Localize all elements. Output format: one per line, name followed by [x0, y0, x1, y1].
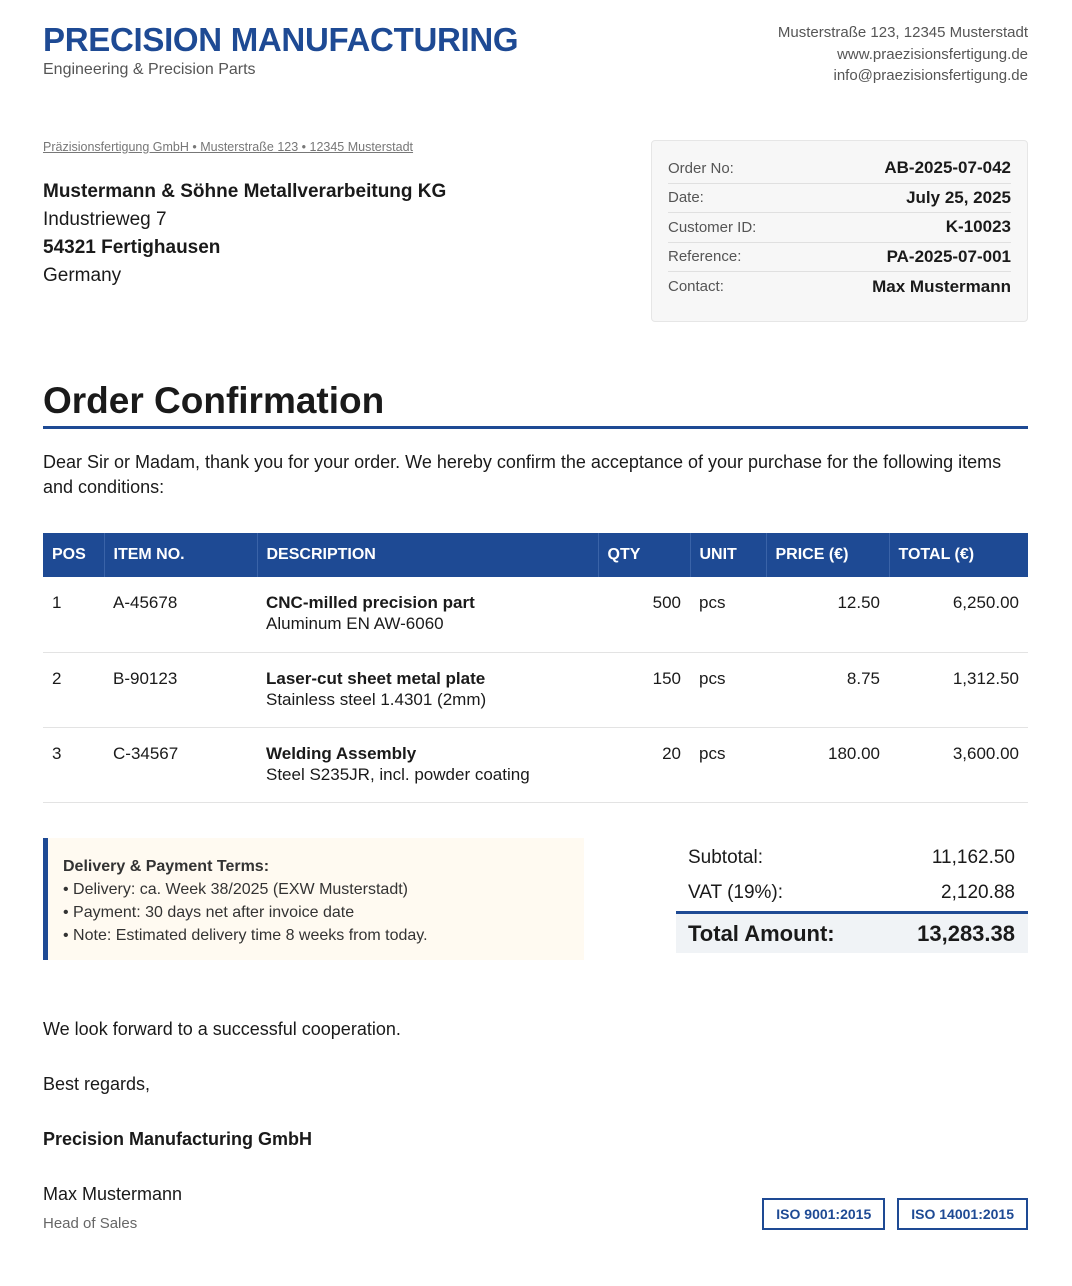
signer-role: Head of Sales — [43, 1215, 138, 1232]
cell-unit: pcs — [690, 727, 766, 802]
meta-row-order-no — [668, 154, 1011, 184]
item-title: Welding Assembly — [266, 743, 417, 763]
recipient-country: Germany — [43, 265, 122, 286]
cell-price: 12.50 — [766, 577, 889, 652]
meta-value: K-10023 — [945, 217, 1011, 237]
meta-row-contact — [668, 272, 1011, 302]
recipient-street: Industrieweg 7 — [43, 209, 167, 230]
company-name: PRECISION MANUFACTURING — [43, 21, 519, 58]
col-header-qty: QTY — [598, 533, 690, 577]
item-subtitle: Stainless steel 1.4301 (2mm) — [266, 689, 487, 709]
recipient-city: 54321 Fertighausen — [43, 237, 221, 258]
cell-description — [257, 727, 598, 802]
cell-price: 8.75 — [766, 652, 889, 727]
items-table — [43, 533, 1028, 803]
cell-description — [257, 652, 598, 727]
closing-line: We look forward to a successful cooperation. — [43, 1019, 401, 1039]
regards-line: Best regards, — [43, 1074, 151, 1094]
subtotal-label: Subtotal: — [688, 846, 763, 868]
terms-line: • Delivery: ca. Week 38/2025 (EXW Musterstadt) — [63, 881, 408, 898]
cell-item-no: A-45678 — [104, 577, 257, 652]
meta-row-reference — [668, 243, 1011, 273]
company-contact — [778, 22, 1028, 87]
col-header-total: TOTAL (€) — [898, 546, 975, 563]
col-header-unit: UNIT — [690, 533, 766, 577]
col-header-price: PRICE (€) — [766, 533, 889, 577]
company-address: Musterstraße 123, 12345 Musterstadt — [777, 24, 1028, 41]
table-row — [43, 727, 1028, 802]
meta-label: Contact: — [668, 278, 724, 296]
terms-line: • Note: Estimated delivery time 8 weeks from today. — [63, 927, 428, 944]
item-title: CNC-milled precision part — [266, 593, 475, 612]
grand-total-label: Total Amount: — [688, 920, 835, 946]
cell-total: 6,250.00 — [889, 577, 1028, 652]
grand-total-value: 13,283.38 — [917, 920, 1015, 946]
cell-total: 1,312.50 — [889, 652, 1028, 727]
cell-qty: 150 — [598, 652, 690, 727]
signer-name: Max Mustermann — [43, 1184, 183, 1204]
item-title: Laser-cut sheet metal plate — [266, 668, 486, 688]
cell-pos: 1 — [43, 577, 104, 652]
company-email: info@praezisionsfertigung.de — [833, 67, 1028, 84]
sender-return-line: Präzisionsfertigung GmbH • Musterstraße 123 • 12345 Musterstadt — [43, 140, 414, 154]
order-meta-box — [651, 140, 1028, 322]
recipient-address — [43, 178, 446, 290]
meta-value: July 25, 2025 — [906, 187, 1011, 207]
table-row — [43, 577, 1028, 652]
col-header-pos: POS — [43, 533, 104, 577]
item-subtitle: Aluminum EN AW-6060 — [266, 614, 444, 633]
recipient-name: Mustermann & Söhne Metallverarbeitung KG — [43, 181, 447, 202]
cert-badge-iso-9001: ISO 9001:2015 — [762, 1198, 885, 1230]
meta-value: AB-2025-07-042 — [884, 158, 1011, 178]
cell-item-no: B-90123 — [104, 652, 257, 727]
cell-pos: 3 — [43, 727, 104, 802]
signing-firm: Precision Manufacturing GmbH — [43, 1129, 313, 1149]
meta-row-customer-id — [668, 213, 1011, 243]
meta-value: PA-2025-07-001 — [886, 246, 1011, 266]
document-title: Order Confirmation — [43, 380, 1028, 429]
col-header-description: DESCRIPTION — [257, 533, 598, 577]
cell-description — [257, 577, 598, 652]
cert-badge-iso-14001: ISO 14001:2015 — [897, 1198, 1028, 1230]
company-tagline: Engineering & Precision Parts — [43, 61, 256, 78]
meta-label: Date: — [668, 189, 704, 207]
totals-block — [676, 840, 1028, 953]
subtotal-value: 11,162.50 — [931, 846, 1015, 868]
terms-title: Delivery & Payment Terms: — [63, 858, 270, 875]
meta-label: Customer ID: — [668, 218, 757, 236]
cell-qty: 500 — [598, 577, 690, 652]
cell-price: 180.00 — [766, 727, 889, 802]
table-row — [43, 652, 1028, 727]
cell-item-no: C-34567 — [104, 727, 257, 802]
certifications — [762, 1198, 1028, 1230]
meta-label: Order No: — [668, 159, 734, 177]
cell-pos: 2 — [43, 652, 104, 727]
item-subtitle: Steel S235JR, incl. powder coating — [266, 764, 530, 784]
brand-block — [43, 20, 518, 79]
col-header-item-no: ITEM NO. — [104, 533, 257, 577]
meta-value: Max Mustermann — [872, 276, 1011, 296]
terms-line: • Payment: 30 days net after invoice date — [63, 904, 355, 921]
meta-label: Reference: — [668, 248, 742, 266]
cell-qty: 20 — [598, 727, 690, 802]
vat-row — [676, 875, 1028, 910]
letterhead — [43, 20, 1028, 90]
meta-row-date — [668, 184, 1011, 214]
grand-total-row — [676, 911, 1028, 953]
intro-text: Dear Sir or Madam, thank you for your order. We hereby confirm the acceptance of your purchase for the following items and conditions: — [43, 452, 1002, 497]
vat-value: 2,120.88 — [941, 881, 1015, 903]
cell-total: 3,600.00 — [889, 727, 1028, 802]
table-header-row — [43, 533, 1028, 577]
vat-label: VAT (19%): — [688, 881, 784, 903]
cell-unit: pcs — [690, 577, 766, 652]
subtotal-row — [676, 840, 1028, 875]
delivery-payment-terms — [43, 838, 584, 960]
company-website: www.praezisionsfertigung.de — [837, 45, 1028, 63]
cell-unit: pcs — [690, 652, 766, 727]
